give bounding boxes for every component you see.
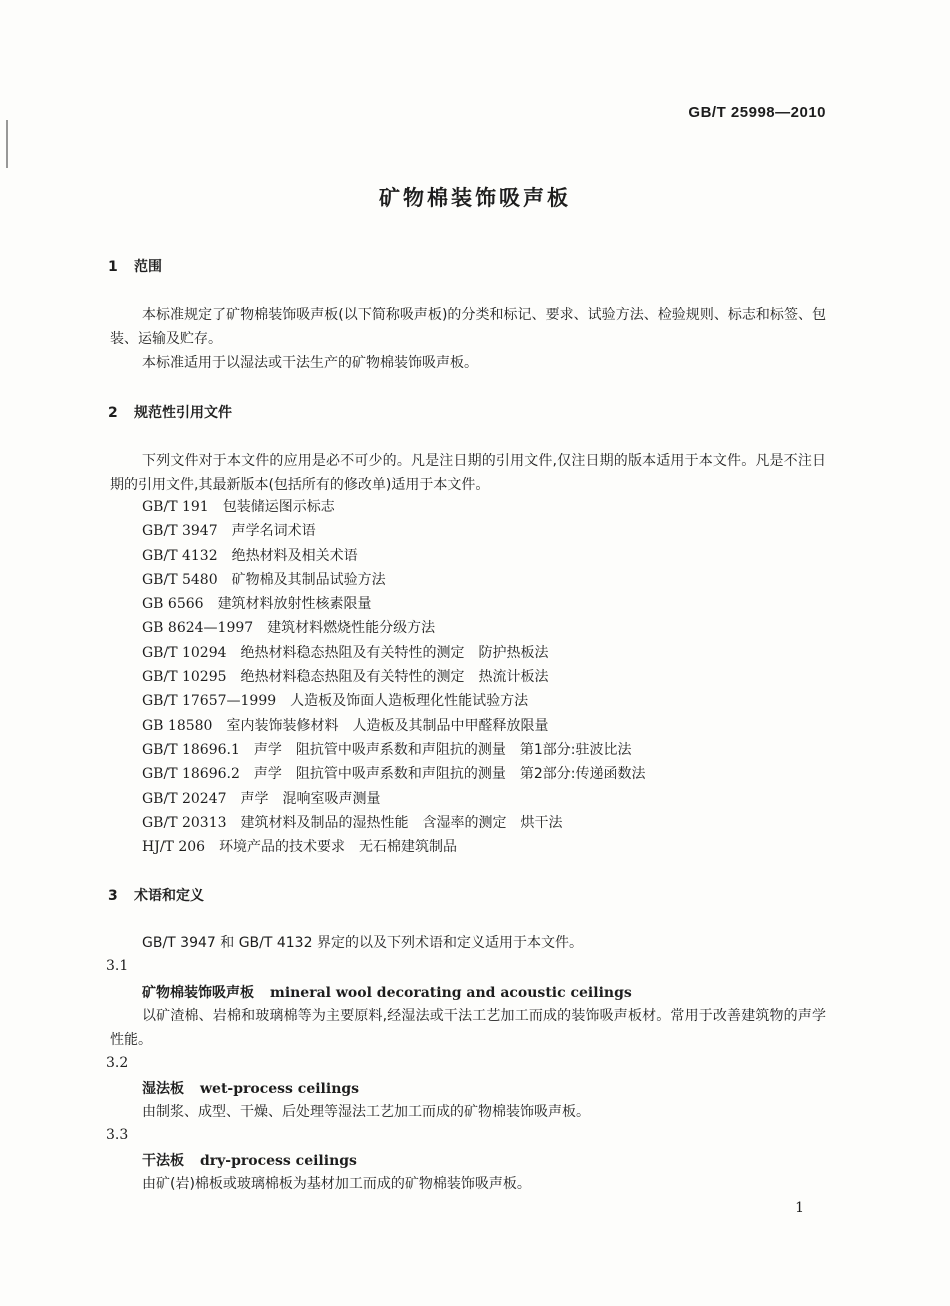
reference-item bbox=[142, 714, 646, 738]
normative-intro: 下列文件对于本文件的应用是必不可少的。凡是注日期的引用文件,仅注日期的版本适用于本文件。凡是不注日期的引用文件,其最新版本(包括所有的修改单)适用于本文件。 bbox=[110, 453, 826, 493]
reference-title: 包装储运图示标志 bbox=[222, 499, 335, 515]
term-name-chinese: 湿法板 bbox=[142, 1081, 184, 1097]
term-name-english: dry-process ceilings bbox=[200, 1153, 357, 1169]
term-number: 3.2 bbox=[106, 1055, 129, 1071]
reference-title: 声学 混响室吸声测量 bbox=[240, 790, 381, 807]
reference-list bbox=[142, 495, 646, 859]
section-heading-terms bbox=[108, 885, 204, 905]
reference-code: GB/T 10294 bbox=[142, 644, 227, 661]
reference-code: GB/T 3947 bbox=[142, 523, 218, 540]
reference-title: 建筑材料燃烧性能分级方法 bbox=[267, 620, 436, 637]
reference-title: 室内装饰装修材料 人造板及其制品中甲醛释放限量 bbox=[226, 717, 549, 734]
term-name bbox=[142, 1150, 357, 1170]
page-number: 1 bbox=[795, 1200, 804, 1216]
reference-title: 矿物棉及其制品试验方法 bbox=[231, 571, 386, 588]
reference-code: GB 8624—1997 bbox=[142, 620, 254, 637]
reference-item bbox=[142, 519, 646, 543]
reference-title: 绝热材料及相关术语 bbox=[231, 547, 358, 564]
section-heading-normative-references bbox=[108, 402, 232, 422]
term-name bbox=[142, 982, 632, 1002]
reference-item bbox=[142, 762, 646, 786]
reference-item bbox=[142, 568, 646, 592]
standard-code: GB/T 25998—2010 bbox=[688, 104, 826, 121]
reference-code: HJ/T 206 bbox=[142, 839, 206, 856]
reference-item bbox=[142, 811, 646, 835]
reference-title: 人造板及饰面人造板理化性能试验方法 bbox=[290, 693, 529, 710]
section-number: 1 bbox=[108, 259, 118, 275]
term-name-chinese: 矿物棉装饰吸声板 bbox=[142, 985, 254, 1001]
reference-item bbox=[142, 665, 646, 689]
reference-code: GB/T 20313 bbox=[142, 814, 227, 831]
scope-paragraph-1: 本标准规定了矿物棉装饰吸声板(以下简称吸声板)的分类和标记、要求、试验方法、检验规则、标志和标签、包装、运输及贮存。 bbox=[110, 307, 826, 347]
term-number: 3.1 bbox=[106, 958, 129, 974]
reference-code: GB 18580 bbox=[142, 717, 213, 734]
section-number: 3 bbox=[108, 888, 118, 904]
reference-item bbox=[142, 835, 646, 859]
section-number: 2 bbox=[108, 405, 118, 421]
reference-title: 声学 阻抗管中吸声系数和声阻抗的测量 第2部分:传递函数法 bbox=[253, 766, 646, 783]
reference-title: 声学 阻抗管中吸声系数和声阻抗的测量 第1部分:驻波比法 bbox=[253, 741, 632, 758]
section-title: 范围 bbox=[134, 259, 162, 275]
reference-item bbox=[142, 738, 646, 762]
reference-code: GB/T 17657—1999 bbox=[142, 693, 277, 710]
term-name-english: wet-process ceilings bbox=[200, 1081, 360, 1097]
reference-title: 环境产品的技术要求 无石棉建筑制品 bbox=[219, 839, 458, 856]
terms-intro: GB/T 3947 和 GB/T 4132 界定的以及下列术语和定义适用于本文件。 bbox=[142, 935, 583, 951]
reference-code: GB/T 4132 bbox=[142, 547, 218, 564]
reference-title: 声学名词术语 bbox=[231, 523, 316, 540]
reference-item bbox=[142, 689, 646, 713]
reference-title: 绝热材料稳态热阻及有关特性的测定 热流计板法 bbox=[240, 669, 549, 686]
term-number: 3.3 bbox=[106, 1127, 129, 1143]
reference-item bbox=[142, 787, 646, 811]
reference-item bbox=[142, 616, 646, 640]
reference-title: 绝热材料稳态热阻及有关特性的测定 防护热板法 bbox=[240, 644, 549, 661]
term-name bbox=[142, 1078, 359, 1098]
reference-code: GB/T 5480 bbox=[142, 571, 218, 588]
reference-item bbox=[142, 641, 646, 665]
section-title: 规范性引用文件 bbox=[134, 405, 232, 421]
scan-edge-mark bbox=[6, 120, 8, 168]
reference-code: GB/T 20247 bbox=[142, 790, 227, 807]
reference-item bbox=[142, 592, 646, 616]
document-title: 矿物棉装饰吸声板 bbox=[379, 186, 571, 210]
reference-code: GB/T 18696.1 bbox=[142, 741, 240, 758]
term-name-english: mineral wool decorating and acoustic ceilings bbox=[270, 985, 632, 1001]
reference-title: 建筑材料及制品的湿热性能 含湿率的测定 烘干法 bbox=[240, 814, 563, 831]
reference-code: GB/T 10295 bbox=[142, 669, 227, 686]
reference-code: GB/T 18696.2 bbox=[142, 766, 240, 783]
term-definition: 以矿渣棉、岩棉和玻璃棉等为主要原料,经湿法或干法工艺加工而成的装饰吸声板材。常用于改善建筑物的声学性能。 bbox=[110, 1008, 826, 1048]
section-heading-scope bbox=[108, 256, 162, 276]
reference-code: GB 6566 bbox=[142, 596, 204, 613]
reference-item bbox=[142, 544, 646, 568]
term-definition: 由制浆、成型、干燥、后处理等湿法工艺加工而成的矿物棉装饰吸声板。 bbox=[142, 1104, 590, 1120]
term-name-chinese: 干法板 bbox=[142, 1153, 184, 1169]
reference-item bbox=[142, 495, 646, 519]
reference-code: GB/T 191 bbox=[142, 499, 209, 515]
reference-title: 建筑材料放射性核素限量 bbox=[217, 596, 372, 613]
term-definition: 由矿(岩)棉板或玻璃棉板为基材加工而成的矿物棉装饰吸声板。 bbox=[142, 1176, 531, 1192]
scope-paragraph-2: 本标准适用于以湿法或干法生产的矿物棉装饰吸声板。 bbox=[142, 355, 478, 371]
section-title: 术语和定义 bbox=[134, 888, 204, 904]
